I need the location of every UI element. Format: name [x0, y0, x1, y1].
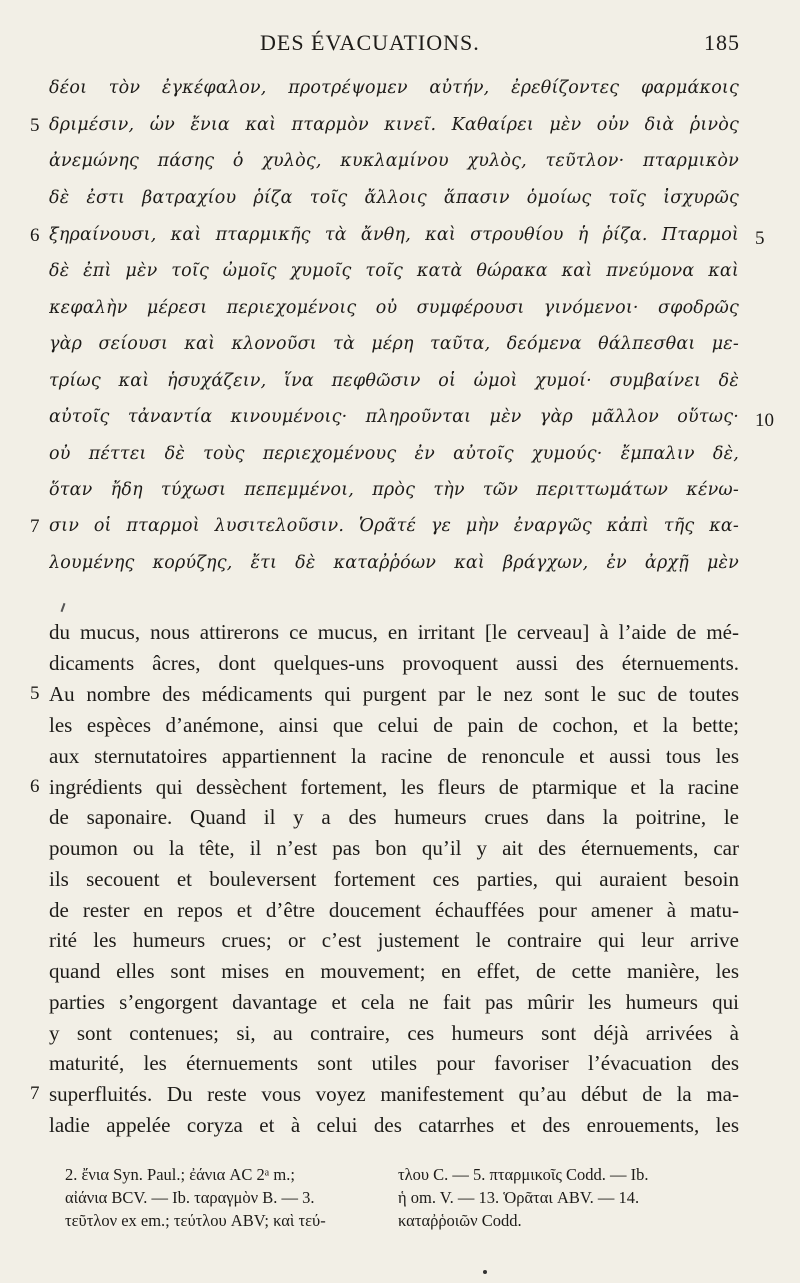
french-line: ils secouent et bouleversent fortement ces parties, qui auraient besoin	[49, 867, 739, 891]
page-number: 185	[704, 30, 740, 55]
footnotes-left-column	[65, 1163, 385, 1232]
running-title: DES ÉVACUATIONS.	[260, 30, 480, 55]
greek-margin-number: 7	[30, 516, 40, 537]
footnote-line: καταῤῥοιῶν Codd.	[398, 1211, 522, 1230]
greek-line: λουμένης κορύζης, ἔτι δὲ καταῤῥόων καὶ βράγχων, ἐν ἀρχῇ μὲν	[49, 553, 739, 573]
french-line: superfluités. Du reste vous voyez manifestement qu’au début de la ma-	[49, 1082, 739, 1106]
page-header	[260, 30, 740, 60]
footnote-line: αἰάνια BCV. — Ib. ταραγμὸν B. — 3.	[65, 1188, 315, 1207]
french-line: ingrédients qui dessèchent fortement, les fleurs de ptarmique et la racine	[49, 775, 739, 799]
greek-line: σιν οἱ πταρμοὶ λυσιτελοῦσιν. Ὁρᾶτέ γε μὴν ἐναργῶς κἀπὶ τῆς κα-	[49, 516, 739, 536]
french-line: dicaments âcres, dont quelques-uns provoquent aussi des éternuements.	[49, 651, 739, 675]
greek-line: ἀνεμώνης πάσης ὁ χυλὸς, κυκλαμίνου χυλὸς, τεῦτλον· πταρμικὸν	[49, 151, 739, 171]
greek-margin-number: 5	[30, 115, 40, 136]
footnote-line: 2. ἔνια Syn. Paul.; ἐάνια AC 2ᵃ m.;	[65, 1165, 295, 1184]
footnote-line: ἡ om. V. — 13. Ὁρᾶται ABV. — 14.	[398, 1188, 640, 1207]
french-margin-number: 6	[30, 776, 40, 797]
greek-line: δριμέσιν, ὧν ἔνια καὶ πταρμὸν κινεῖ. Καθαίρει μὲν οὖν διὰ ῥινὸς	[49, 115, 739, 135]
greek-line: δὲ ἐστι βατραχίου ῥίζα τοῖς ἄλλοις ἅπασιν ὁμοίως τοῖς ἰσχυρῶς	[49, 188, 739, 208]
french-line: les espèces d’anémone, ainsi que celui de pain de cochon, et la bette;	[49, 713, 739, 737]
footnote-line: τεῦτλον ex em.; τεύτλου ABV; καὶ τεύ-	[65, 1211, 326, 1230]
greek-line: δέοι τὸν ἐγκέφαλον, προτρέψομεν αὐτήν, ἐρεθίζοντες φαρμάκοις	[49, 78, 739, 98]
french-line: maturité, les éternuements sont utiles pour favoriser l’évacuation des	[49, 1051, 739, 1075]
french-line: quand elles sont mises en mouvement; en effet, de cette manière, les	[49, 959, 739, 983]
greek-line: κεφαλὴν μέρεσι περιεχομένοις οὐ συμφέρουσι γινόμενοι· σφοδρῶς	[49, 298, 739, 318]
greek-margin-number: 6	[30, 225, 40, 246]
greek-line: ὅταν ἤδη τύχωσι πεπεμμένοι, πρὸς τὴν τῶν περιττωμάτων κένω-	[49, 480, 739, 500]
greek-line-count: 5	[755, 228, 765, 249]
french-line: y sont contenues; si, au contraire, ces humeurs sont déjà arrivées à	[49, 1021, 739, 1045]
french-line: rité les humeurs crues; or c’est justement le contraire qui leur arrive	[49, 928, 739, 952]
french-line: du mucus, nous attirerons ce mucus, en irritant [le cerveau] à l’aide de mé-	[49, 620, 739, 644]
french-line: aux sternutatoires appartiennent la racine de renoncule et aussi tous les	[49, 744, 739, 768]
ink-speck	[483, 1270, 487, 1274]
greek-line: οὐ πέττει δὲ τοὺς περιεχομένους ἐν αὐτοῖς χυμούς· ἔμπαλιν δὲ,	[49, 444, 739, 464]
french-line: poumon ou la tête, il n’est pas bon qu’il y ait des éternuements, car	[49, 836, 739, 860]
greek-line: δὲ ἐπὶ μὲν τοῖς ὠμοῖς χυμοῖς τοῖς κατὰ θώρακα καὶ πνεύμονα καὶ	[49, 261, 739, 281]
french-line: de saponaire. Quand il y a des humeurs crues dans la poitrine, le	[49, 805, 739, 829]
greek-line-count: 10	[755, 410, 774, 431]
french-line: de rester en repos et d’être doucement échauffées pour amener à matu-	[49, 898, 739, 922]
french-margin-number: 5	[30, 683, 40, 704]
footnotes-right-column	[398, 1163, 743, 1232]
greek-line: τρίως καὶ ἡσυχάζειν, ἵνα πεφθῶσιν οἱ ὠμοὶ χυμοί· συμβαίνει δὲ	[49, 371, 739, 391]
greek-line: αὐτοῖς τἀναντία κινουμένοις· πληροῦνται μὲν γὰρ μᾶλλον οὕτως·	[49, 407, 739, 427]
french-line: parties s’engorgent davantage et cela ne fait pas mûrir les humeurs qui	[49, 990, 739, 1014]
greek-line: γὰρ σείουσι καὶ κλονοῦσι τὰ μέρη ταῦτα, δεόμενα θάλπεσθαι με-	[49, 334, 739, 354]
french-line: ladie appelée coryza et à celui des catarrhes et des enrouements, les	[49, 1113, 739, 1137]
footnote-line: τλου C. — 5. πταρμικοῖς Codd. — Ib.	[398, 1165, 649, 1184]
greek-line: ξηραίνουσι, καὶ πταρμικῆς τὰ ἄνθη, καὶ στρουθίου ἡ ῥίζα. Πταρμοὶ	[49, 225, 739, 245]
french-margin-number: 7	[30, 1083, 40, 1104]
printer-mark	[61, 603, 66, 612]
french-line: Au nombre des médicaments qui purgent par le nez sont le suc de toutes	[49, 682, 739, 706]
